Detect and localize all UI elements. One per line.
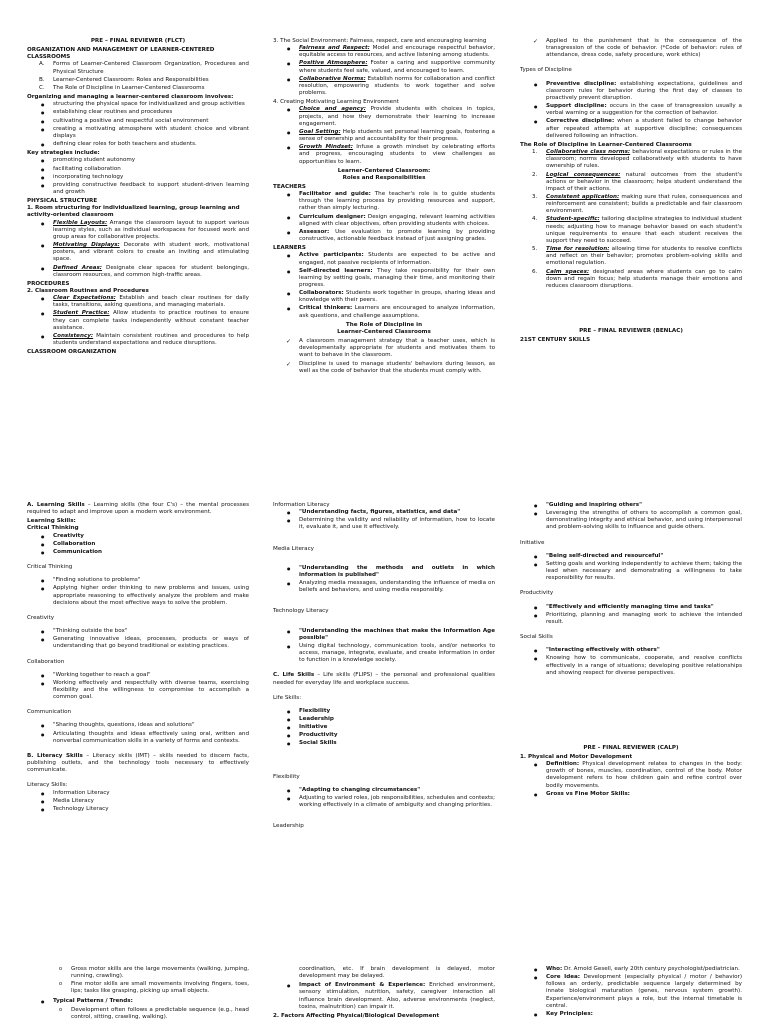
list-item: 6. Calm spaces: designated areas where students can go to calm down and regain focus; help students manage their emotions and reduces classroom disruptions. xyxy=(532,268,742,289)
list-item: ● "Being self-directed and resourceful" xyxy=(520,553,742,560)
list-item: ● providing constructive feedback to support student-driven learning and growth xyxy=(27,182,249,196)
list-item: ● Critical thinkers: Learners are encouraged to analyze information, ask questions, and challenge assumptions. xyxy=(273,305,495,319)
check-list xyxy=(273,338,495,375)
list-item: ● Using digital technology, communication tools, and/or networks to access, manage, integrate, evaluate, and create information in order to function in a knowledge society. xyxy=(273,643,495,664)
list-item: ● Productivity xyxy=(273,732,495,739)
column-calp-2 xyxy=(273,966,495,1024)
column-calp-1 xyxy=(27,966,249,1024)
list-item: ● Motivating Displays: Decorate with student work, motivational posters, and vibrant colors to create an inviting and stimulating space. xyxy=(27,242,249,263)
list-item: 1. Collaborative class norms: behavioral expectations or rules in the classroom; norms developed collaboratively with students to have ownership of rules. xyxy=(532,149,742,170)
list-item: ● Leveraging the strengths of others to accomplish a common goal, demonstrating integrity and ethical behavior, and using interpersonal and problem-solving skills to influence and guide others. xyxy=(520,510,742,531)
doc-title-flct: PRE – FINAL REVIEWER (FLCT) xyxy=(90,38,186,44)
section-heading: Information Literacy xyxy=(273,502,330,508)
list-item: ● Working effectively and respectfully with diverse teams, exercising flexibility and the willingness to compromise to accomplish a common goal. xyxy=(27,680,249,701)
section-heading: Key strategies include: xyxy=(27,150,100,157)
bullet-list xyxy=(273,45,495,97)
list-item: ● Collaborators: Students work together in groups, sharing ideas and knowledge with their peers. xyxy=(273,290,495,304)
list-item: ● Impact of Environment & Experience: Enriched environment, sensory stimulation, nutrition, safety, caregiver interaction all influence brain development. Also, adverse environments (neglect, toxins, malnutrition) can impair it. xyxy=(273,982,495,1011)
list-item: ● Assessor: Use evaluation to promote learning by providing constructive, actionable feedback instead of just assigning grades. xyxy=(273,229,495,243)
circle-list xyxy=(27,966,249,996)
list-item: B. Learner-Centered Classroom: Roles and Responsibilities xyxy=(39,76,209,83)
bullet-list xyxy=(273,191,495,243)
list-item: ● Core Idea: Development (especially physical / motor / behavior) follows an orderly, predictable sequence largely determined by innate biological maturation (genes, nervous system growth). Experience/environment plays a role, but the internal timetable is central. xyxy=(520,974,742,1010)
bullet-list xyxy=(273,787,495,809)
bullet-list xyxy=(27,295,249,347)
section-heading: PHYSICAL STRUCTURE xyxy=(27,198,98,205)
list-item: ● "Guiding and inspiring others" xyxy=(520,502,742,509)
list-item: 2. Logical consequences: natural outcomes from the student's actions or behavior in the classroom; helps student understand the impact of their actions. xyxy=(532,171,742,192)
list-item: ● "Effectively and efficiently managing time and tasks" xyxy=(520,604,742,611)
list-item: ● "Interacting effectively with others" xyxy=(520,647,742,654)
list-item: o Development often follows a predictable sequence (e.g., head control, sitting, crawling, walking). xyxy=(45,1007,249,1021)
list-item: ● Student Practice: Allow students to practice routines to ensure they can complete tasks independently without constant teacher assistance. xyxy=(27,310,249,331)
outline-list xyxy=(27,61,249,92)
bullet-list xyxy=(520,761,742,798)
list-item: ● Social Skills xyxy=(273,740,495,747)
bullet-list xyxy=(273,982,495,1011)
list-item: ● Generating innovative ideas, processes, products or ways of understanding that go beyond traditional or existing practices. xyxy=(27,636,249,650)
section-title: Roles and Responsibilities xyxy=(342,174,426,181)
list-item: ● Positive Atmosphere: Foster a caring and supportive community where students feel safe, valued, and encouraged to learn. xyxy=(273,60,495,74)
section-heading: Communication xyxy=(27,709,72,716)
list-item: 4. Student-specific: tailoring discipline strategies to individual student needs; adjusting how to manage behavior based on each student's unique requirements to ensure that each student receives the support they need to succeed. xyxy=(532,216,742,244)
list-item: A. Forms of Learner-Centered Classroom Organization, Procedures and Physical Structure xyxy=(39,61,249,75)
section-subheading: 2. Classroom Routines and Procedures xyxy=(27,288,149,294)
list-item: ● Communication xyxy=(27,549,249,556)
list-item: C. The Role of Discipline in Learner-Centered Classrooms xyxy=(39,84,205,91)
bullet-list xyxy=(27,220,249,279)
bullet-list xyxy=(27,790,249,813)
list-item: ● Fairness and Respect: Model and encourage respectful behavior, equitable access to resources, and active listening among students. xyxy=(273,45,495,59)
list-item: ● Typical Patterns / Trends: xyxy=(27,998,249,1005)
list-item: ● Choice and agency: Provide students with choices in topics, projects, and how they demonstrate their learning to increase engagement. xyxy=(273,106,495,127)
list-item: ● "Adapting to changing circumstances" xyxy=(273,787,495,794)
list-item: ✓ Applied to the punishment that is the consequence of the transgression of the code of behavior. (*Code of behavior: rules of attendance, dress code, safety procedure, work ethics) xyxy=(520,38,742,59)
list-item: ● "Finding solutions to problems" xyxy=(27,577,249,584)
list-item: ● "Understanding the machines that make the Information Age possible" xyxy=(273,628,495,642)
section-heading: 21ST CENTURY SKILLS xyxy=(520,337,591,344)
list-item: ● Creativity xyxy=(27,533,249,540)
bullet-list xyxy=(27,577,249,607)
bullet-list xyxy=(27,628,249,650)
list-item: ● Determining the validity and reliability of information, how to locate it, evaluate it, and use it effectively. xyxy=(273,517,495,531)
section-heading: Social Skills xyxy=(520,634,553,641)
list-item: ● Leadership xyxy=(273,716,495,723)
list-item: ● Goal Setting: Help students set personal learning goals, fostering a sense of ownership and accountability for their progress. xyxy=(273,129,495,143)
list-item: ● Growth Mindset: Infuse a growth mindset by celebrating efforts and progress, encouraging students to view challenges as opportunities to learn. xyxy=(273,144,495,165)
list-item: ● facilitating collaboration xyxy=(27,166,249,173)
list-item: ● Applying higher order thinking to new problems and issues, using appropriate reasoning to effectively analyze the problem and make decisions about the most effective ways to solve the problem. xyxy=(27,585,249,606)
list-item: ● Defined Areas: Designate clear spaces for student belongings, classroom resources, and common high-traffic areas. xyxy=(27,265,249,279)
list-item: ● "Sharing thoughts, questions, ideas and solutions" xyxy=(27,722,249,729)
bullet-list xyxy=(273,509,495,531)
continued-text xyxy=(273,966,495,980)
section-heading: Organizing and managing a learner-centered classroom involves: xyxy=(27,94,234,101)
list-item: ● Clear Expectations: Establish and teach clear routines for daily tasks, transitions, asking questions, and managing materials. xyxy=(27,295,249,309)
list-item: ● Corrective discipline: when a student failed to change behavior after repeated attempts at supportive discipline; consequences delivered following an infraction. xyxy=(520,118,742,139)
list-item: ● Who: Dr. Arnold Gesell, early 20th century psychologist/pediatrician. xyxy=(520,966,742,973)
section-heading: Media Literacy xyxy=(273,545,314,552)
bullet-list xyxy=(273,708,495,748)
paragraph: A. Learning Skills – Learning skills (the four C's) – the mental processes required to adapt and improve upon a modern work environment. xyxy=(27,502,249,516)
bullet-list xyxy=(27,157,249,196)
list-item: o Fine motor skills are small movements involving fingers, toes, lips; tasks like grasping, picking up small objects. xyxy=(45,981,249,995)
list-item: ● "Working together to reach a goal" xyxy=(27,672,249,679)
bullet-list xyxy=(27,101,249,148)
section-heading: LEARNERS xyxy=(273,245,306,252)
list-item: ✓ A classroom management strategy that a teacher uses, which is developmentally appropriate for students and motivates them to want to behave in the classroom. xyxy=(273,338,495,359)
bullet-list xyxy=(273,565,495,595)
list-item: ● Flexibility xyxy=(273,708,495,715)
column-benlac-1 xyxy=(27,502,249,902)
list-item: ● Knowing how to communicate, cooperate, and resolve conflicts effectively in a range of situations; developing positive relationships and showing respect for diverse perspectives. xyxy=(520,655,742,676)
bullet-list xyxy=(273,252,495,319)
bullet-list xyxy=(27,533,249,556)
section-heading: CLASSROOM ORGANIZATION xyxy=(27,349,117,356)
list-item: ✓ Discipline is used to manage students' behaviors during lesson, as well as the code of behavior that the students must comply with. xyxy=(273,361,495,375)
list-item: ● Flexible Layouts: Arrange the classroom layout to support various learning styles, such as individual workspaces for focused work and group areas for collaborative projects. xyxy=(27,220,249,241)
list-item: ● Prioritizing, planning and managing work to achieve the intended result. xyxy=(520,612,742,626)
bullet-list xyxy=(520,81,742,140)
column-benlac-3 xyxy=(520,502,742,902)
list-item: ● establishing clear routines and procedures xyxy=(27,109,249,116)
section-heading: Leadership xyxy=(273,823,304,830)
list-item: ● Collaborative Norms: Establish norms for collaboration and conflict resolution, empowering students to work together and solve problems. xyxy=(273,76,495,97)
column-flct-1 xyxy=(27,38,249,438)
list-item: 3. Consistent application: making sure that rules, consequences and reinforcement are consistent; builds a predictable and fair classroom environment. xyxy=(532,193,742,215)
doc-title-benlac: PRE – FINAL REVIEWER (BENLAC) xyxy=(579,328,683,334)
label: Learning Skills: xyxy=(27,518,76,525)
column-flct-2 xyxy=(273,38,495,438)
section-heading: 4. Creating Motivating Learning Environment xyxy=(273,99,399,106)
list-item: ● Technology Literacy xyxy=(27,806,249,813)
section-title: Learner-Centered Classrooms xyxy=(337,328,431,335)
bullet-list xyxy=(520,502,742,532)
bullet-list xyxy=(27,998,249,1005)
list-item: ● Adjusting to varied roles, job responsibilities, schedules and contexts; working effectively in a climate of ambiguity and changing priorities. xyxy=(273,795,495,809)
section-heading: Productivity xyxy=(520,590,554,597)
bullet-list xyxy=(520,647,742,677)
section-heading: Types of Discipline xyxy=(520,67,572,74)
label: Life Skills: xyxy=(273,694,302,701)
section-subheading: 1. Room structuring for individualized learning, group learning and activity-oriented classroom xyxy=(27,205,240,219)
list-item: ● Articulating thoughts and ideas effectively using oral, written and nonverbal communication skills in a variety of forms and contexts. xyxy=(27,731,249,745)
paragraph: C. Life Skills – Life skills (FLIPS) – the personal and professional qualities needed for everyday life and workplace success. xyxy=(273,672,495,686)
circle-list xyxy=(27,1007,249,1021)
section-heading: Creativity xyxy=(27,614,55,621)
list-item: ● Support discipline: occurs in the case of transgression usually a verbal warning or a suggestion for the correction of behavior. xyxy=(520,103,742,117)
paragraph: B. Literacy Skills – Literacy skills (IMT) – skills needed to discern facts, publishing outlets, and the technology tools necessary to effectively communicate. xyxy=(27,752,249,774)
section-heading: Initiative xyxy=(520,539,545,546)
doc-title-calp: PRE – FINAL REVIEWER (CALP) xyxy=(583,744,679,751)
list-item: ● creating a motivating atmosphere with student choice and vibrant displays xyxy=(27,126,249,140)
section-heading: 3. The Social Environment: Fairness, respect, care and encouraging learning xyxy=(273,38,487,44)
column-calp-3 xyxy=(520,966,742,1024)
section-heading: 2. Factors Affecting Physical/Biological Development xyxy=(273,1012,440,1019)
list-item: o Gross motor skills are the large movements (walking, jumping, running, crawling). xyxy=(45,966,249,980)
section-title: The Role of Discipline in xyxy=(345,321,423,328)
section-heading: TEACHERS xyxy=(273,183,306,190)
list-item: ● Preventive discipline: establishing expectations, guidelines and classroom rules for behavior during the first day of classes to proactively prevent disruption. xyxy=(520,81,742,102)
list-item: ● Analyzing media messages, understanding the influence of media on beliefs and behaviors, and using media responsibly. xyxy=(273,580,495,594)
bullet-list xyxy=(273,628,495,665)
doc-subtitle: ORGANIZATION AND MANAGEMENT OF LEARNER-CENTERED CLASSROOMS xyxy=(27,47,215,61)
section-heading: Critical Thinking xyxy=(27,564,73,571)
list-item: ● cultivating a positive and respectful social environment xyxy=(27,118,249,125)
list-item: ● Collaboration xyxy=(27,541,249,548)
list-item: ● Key Principles: xyxy=(520,1011,742,1018)
section-heading: 1. Physical and Motor Development xyxy=(520,753,633,760)
list-item: 5. Time for resolution: allowing time for students to resolve conflicts and reflect on their behavior; promotes problem-solving skills and emotional regulation. xyxy=(532,246,742,267)
label: Critical Thinking xyxy=(27,525,79,532)
bullet-list xyxy=(520,966,742,1018)
list-item: ● Definition: Physical development relates to changes in the body: growth of bones, muscles, coordination, control of the body. Motor development refers to how children gain and refine control over bodily movements. xyxy=(520,761,742,790)
section-heading: Flexibility xyxy=(273,773,300,780)
list-item: ● Gross vs Fine Motor Skills: xyxy=(520,791,742,798)
list-item: ● Information Literacy xyxy=(27,790,249,797)
list-item: ● Self-directed learners: They take responsibility for their own learning by setting goals, managing their time, and monitoring their progress. xyxy=(273,268,495,289)
list-item: ● Facilitator and guide: The teacher's role is to guide students through the learning process by providing resources and support, rather than simply lecturing. xyxy=(273,191,495,212)
list-item: ● Active participants: Students are expected to be active and engaged, not passive recipients of information. xyxy=(273,252,495,266)
section-heading: PROCEDURES xyxy=(27,280,70,287)
section-heading: The Role of Discipline in Learner-Centered Classrooms xyxy=(520,141,692,148)
check-list xyxy=(520,38,742,59)
section-title: Learner-Centered Classroom: xyxy=(337,167,431,174)
list-item: ● Media Literacy xyxy=(27,798,249,805)
numbered-list xyxy=(520,149,742,290)
list-item: ● incorporating technology xyxy=(27,174,249,181)
list-item: ● Consistency: Maintain consistent routines and procedures to help students understand expectations and reduce disruptions. xyxy=(27,333,249,347)
list-item: ● Initiative xyxy=(273,724,495,731)
list-item: coordination, etc. If brain development is delayed, motor development may be delayed. xyxy=(299,966,495,980)
list-item: ● Setting goals and working independently to achieve them; taking the lead when necessary and demonstrating a willingness to take responsibility for results. xyxy=(520,561,742,582)
bullet-list xyxy=(520,553,742,583)
list-item: ● Curriculum designer: Design engaging, relevant learning activities aligned with clear objectives, often providing students with choices. xyxy=(273,214,495,228)
section-heading: Technology Literacy xyxy=(273,608,329,615)
list-item: ● promoting student autonomy xyxy=(27,157,249,164)
section-heading: Collaboration xyxy=(27,658,65,665)
list-item: ● "Thinking outside the box" xyxy=(27,628,249,635)
column-flct-3 xyxy=(520,38,742,438)
column-benlac-2 xyxy=(273,502,495,902)
bullet-list xyxy=(520,604,742,626)
label: Literacy Skills: xyxy=(27,782,68,789)
list-item: ● structuring the physical space for individualized and group activities xyxy=(27,101,249,108)
bullet-list xyxy=(27,722,249,744)
bullet-list xyxy=(273,106,495,165)
list-item: ● "Understanding facts, figures, statistics, and data" xyxy=(273,509,495,516)
list-item: ● defining clear roles for both teachers and students. xyxy=(27,141,249,148)
bullet-list xyxy=(27,672,249,702)
list-item: ● "Understanding the methods and outlets in which information is published" xyxy=(273,565,495,579)
